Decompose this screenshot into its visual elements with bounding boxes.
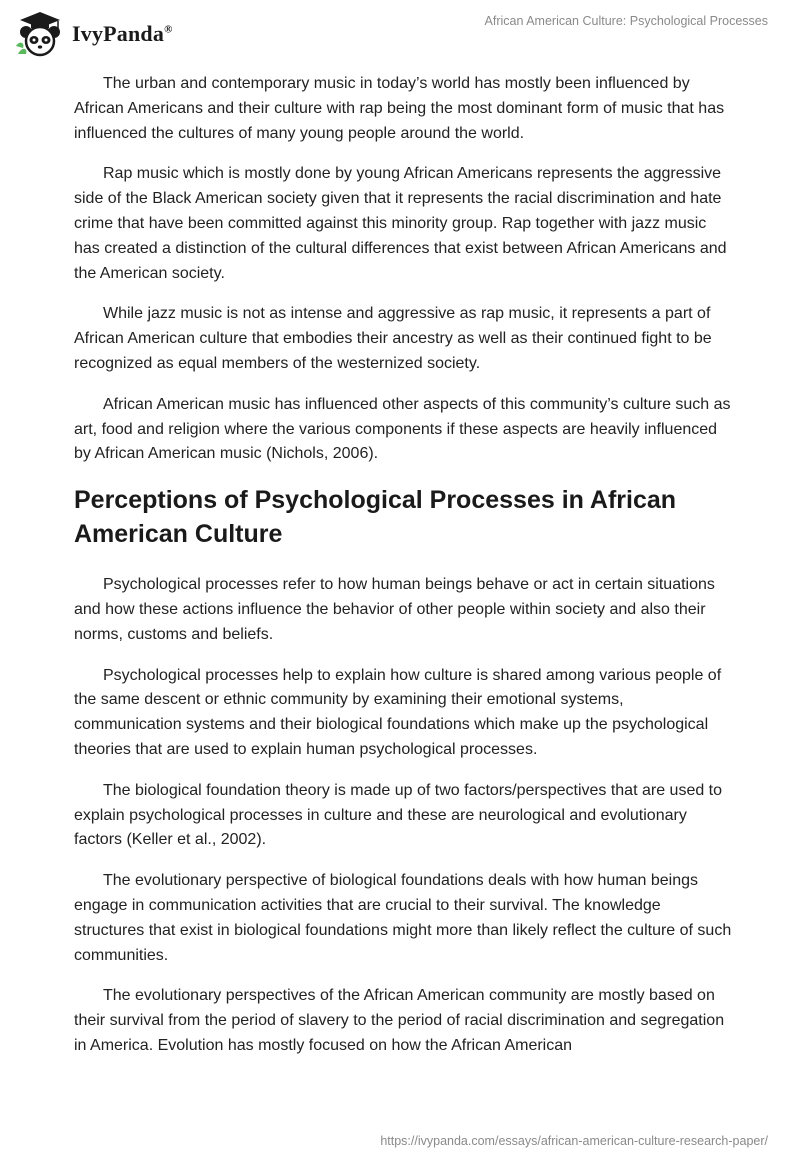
- page-header: [0, 0, 800, 64]
- document-title: African American Culture: Psychological Processes: [484, 14, 768, 28]
- paragraph: African American music has influenced other aspects of this community’s culture such as art, food and religion where the various components if these aspects are heavily influenced by African American music (Nichols, 2006).: [74, 395, 731, 463]
- paragraph: Psychological processes refer to how human beings behave or act in certain situations and how these actions influence the behavior of other people within society and also their norms, customs and beliefs.: [74, 576, 715, 643]
- source-url-link[interactable]: https://ivypanda.com/essays/african-american-culture-research-paper/: [380, 1134, 768, 1148]
- paragraph: Rap music which is mostly done by young African Americans represents the aggressive side of the Black American society given that it represents the racial discrimination and hate crime that have been committed against this minority group. Rap together with jazz music has created a distinction of the cultural differences that exist between African Americans and the American society.: [74, 165, 727, 282]
- panda-graduate-icon: [14, 10, 66, 58]
- logo-wordmark: IvyPanda®: [72, 21, 173, 46]
- paragraph: The evolutionary perspectives of the African American community are mostly based on their survival from the period of slavery to the period of racial discrimination and segregation in America. Evolution has mostly focused on how the African American: [74, 987, 725, 1054]
- paragraph: While jazz music is not as intense and aggressive as rap music, it represents a part of African American culture that embodies their ancestry as well as their continued fight to be recognized as equal members of the westernized society.: [74, 305, 712, 372]
- ivypanda-logo[interactable]: [14, 10, 173, 58]
- paragraph: The biological foundation theory is made up of two factors/perspectives that are used to explain psychological processes in culture and these are neurological and evolutionary factors (Keller et al., 2002).: [74, 781, 723, 849]
- section-heading: Perceptions of Psychological Processes in African American Culture: [74, 486, 677, 549]
- paragraph: The urban and contemporary music in today’s world has mostly been influenced by African Americans and their culture with rap being the most dominant form of music that has influenced the cultures of many young people around the world.: [74, 75, 725, 142]
- essay-body: [74, 72, 734, 1075]
- paragraph: The evolutionary perspective of biological foundations deals with how human beings engage in communication activities that are crucial to their survival. The knowledge structures that exist in biological foundations might more than likely reflect the culture of such communities.: [74, 872, 732, 964]
- paragraph: Psychological processes help to explain how culture is shared among various people of the same descent or ethnic community by examining their emotional systems, communication systems and their biological foundations which make up the psychological theories that are used to explain human psychological processes.: [74, 666, 722, 758]
